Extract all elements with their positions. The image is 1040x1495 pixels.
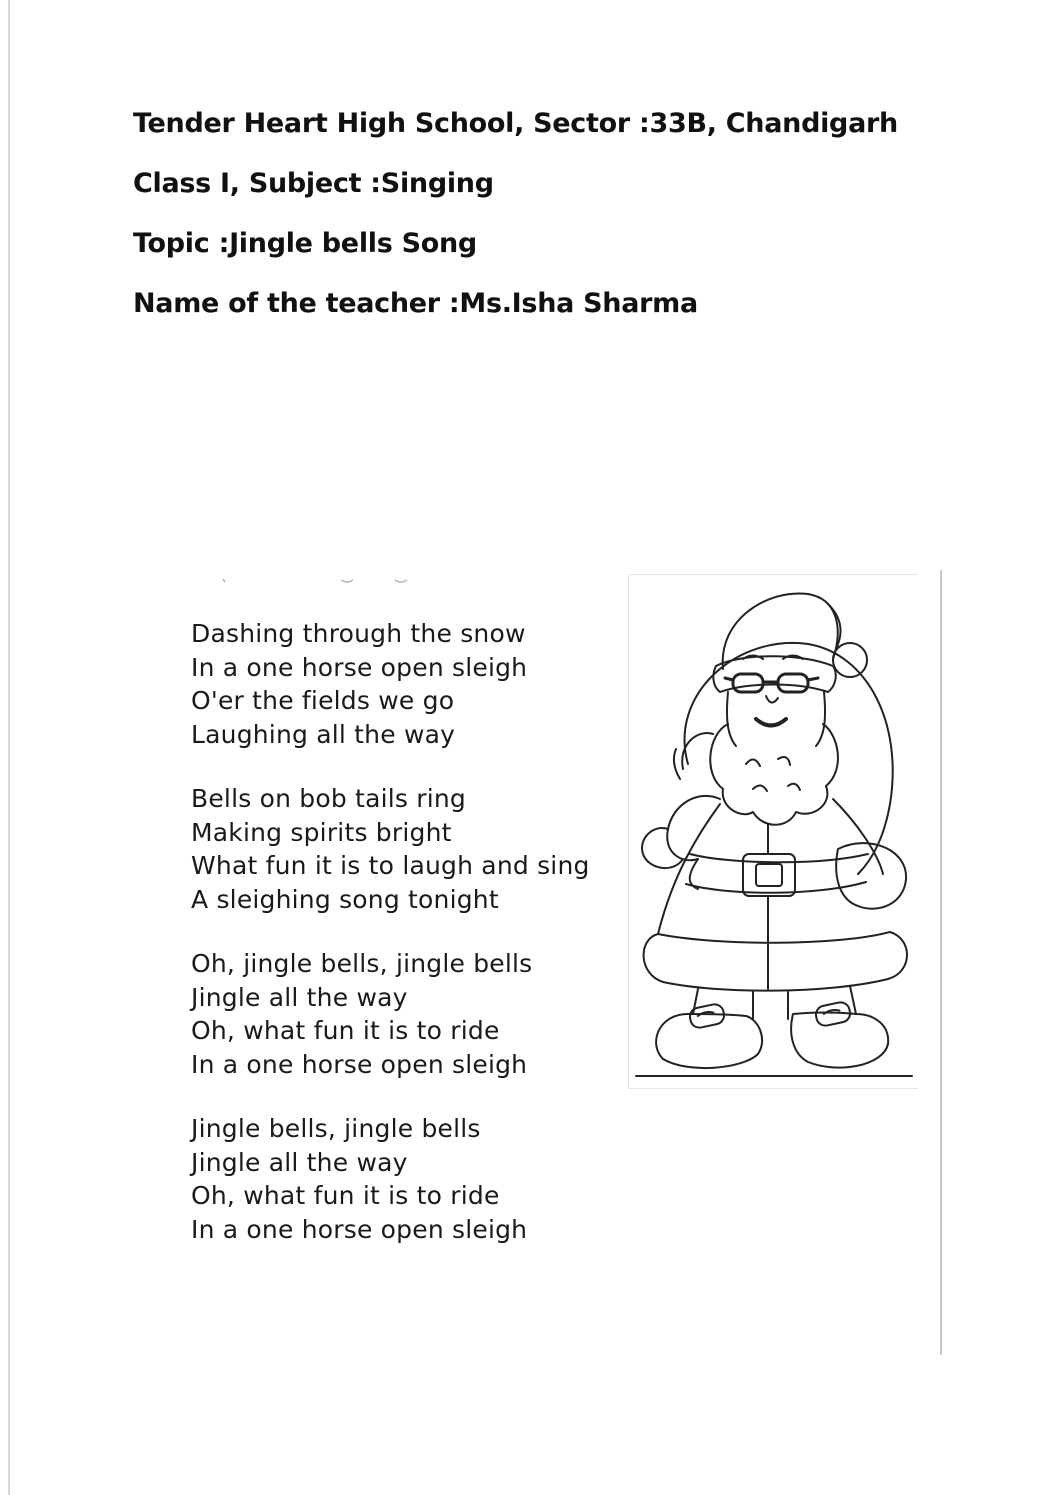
document-header (133, 94, 993, 334)
lyric-line: In a one horse open sleigh (191, 1214, 528, 1244)
song-lyrics (191, 617, 631, 1277)
santa-claus-icon (628, 574, 918, 1089)
lyric-line: What fun it is to laugh and sing (191, 851, 590, 880)
lyric-line: Oh, what fun it is to ride (191, 1016, 500, 1045)
stanza-3 (191, 947, 631, 1081)
scan-artifact (215, 575, 415, 585)
lyric-line: Jingle all the way (191, 1147, 408, 1177)
lyric-line: Dashing through the snow (191, 619, 526, 648)
school-name: Tender Heart High School, Sector :33B, Chandigarh (133, 108, 898, 139)
stanza-4 (191, 1112, 631, 1246)
lyric-line: Jingle all the way (191, 982, 408, 1012)
page-right-rule (940, 570, 942, 1355)
lyric-line: A sleighing song tonight (191, 884, 499, 914)
lyric-line: O'er the fields we go (191, 686, 455, 715)
lyric-line: Laughing all the way (191, 719, 456, 749)
stanza-2 (191, 782, 631, 916)
lyric-line: In a one horse open sleigh (191, 1049, 528, 1079)
class-subject: Class I, Subject :Singing (133, 168, 494, 199)
stanza-1 (191, 617, 631, 751)
lyric-line: Jingle bells, jingle bells (191, 1114, 481, 1143)
lyric-line: In a one horse open sleigh (191, 652, 528, 682)
teacher-name: Name of the teacher :Ms.Isha Sharma (133, 288, 698, 319)
lyric-line: Making spirits bright (191, 817, 452, 847)
lyric-line: Bells on bob tails ring (191, 784, 466, 813)
lyric-line: Oh, what fun it is to ride (191, 1181, 500, 1210)
topic: Topic :Jingle bells Song (133, 228, 477, 259)
lyric-line: Oh, jingle bells, jingle bells (191, 949, 533, 978)
page-left-edge (8, 0, 10, 1495)
